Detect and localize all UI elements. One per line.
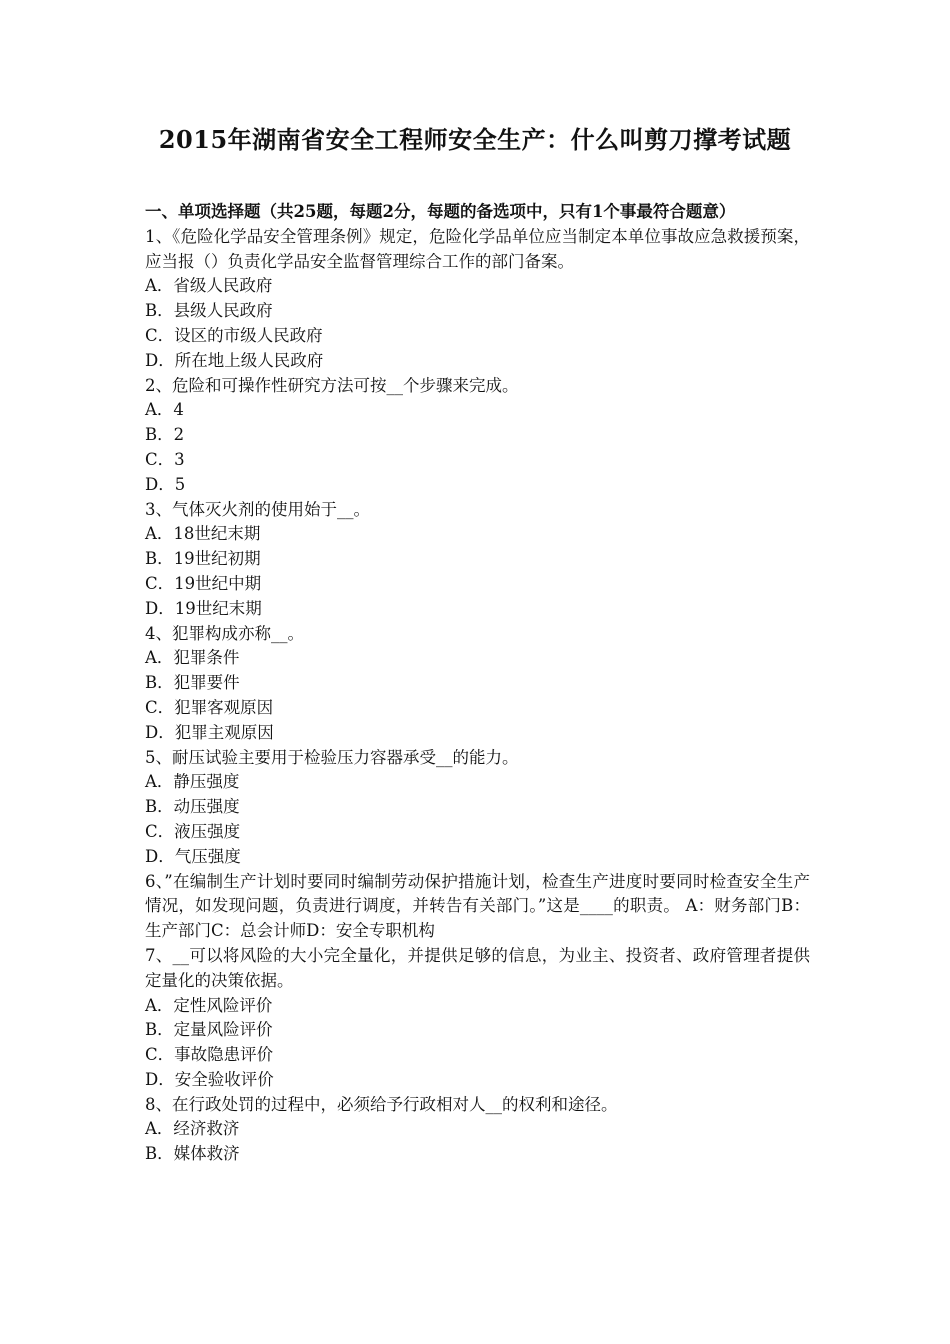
option-c: C．设区的市级人民政府: [145, 325, 323, 345]
question-stem: 4、犯罪构成亦称__。: [145, 623, 304, 643]
option-b: B．媒体救济: [145, 1144, 240, 1164]
option-c: C．液压强度: [145, 821, 241, 841]
option-d: D．犯罪主观原因: [145, 722, 274, 742]
option-d: D．5: [145, 474, 186, 494]
question-3: [145, 498, 810, 622]
question-stem: 2、危险和可操作性研究方法可按__个步骤来完成。: [145, 375, 519, 395]
question-1: [145, 225, 810, 374]
question-stem: 8、在行政处罚的过程中，必须给予行政相对人__的权利和途径。: [145, 1094, 618, 1114]
option-b: B．动压强度: [145, 797, 240, 817]
option-b: B．19世纪初期: [145, 549, 261, 569]
question-stem: 6、”在编制生产计划时要同时编制劳动保护措施计划，检查生产进度时要同时检查安全生产情况，如发现问题，负责进行调度，并转告有关部门。”这是____的职责。 A：财务部门B：生产部门C：总会计师D：安全专职机构: [145, 871, 810, 941]
option-d: D．所在地上级人民政府: [145, 350, 324, 370]
option-c: C．3: [145, 449, 185, 469]
option-b: B．定量风险评价: [145, 1020, 273, 1040]
question-stem: 3、气体灭火剂的使用始于__。: [145, 499, 370, 519]
document-title: 2015年湖南省安全工程师安全生产：什么叫剪刀撑考试题: [158, 125, 792, 154]
option-d: D．安全验收评价: [145, 1069, 274, 1089]
option-c: C．犯罪客观原因: [145, 697, 274, 717]
question-6: [145, 870, 810, 944]
question-stem: 7、__可以将风险的大小完全量化，并提供足够的信息，为业主、投资者、政府管理者提供定量化的决策依据。: [145, 945, 810, 990]
option-a: A．经济救济: [145, 1119, 240, 1139]
question-stem: 5、耐压试验主要用于检验压力容器承受__的能力。: [145, 747, 519, 767]
option-b: B．2: [145, 425, 185, 445]
question-5: [145, 746, 810, 870]
option-b: B．犯罪要件: [145, 673, 240, 693]
option-a: A．省级人民政府: [145, 276, 273, 296]
option-a: A．定性风险评价: [145, 995, 273, 1015]
option-d: D．气压强度: [145, 846, 241, 866]
option-a: A．犯罪条件: [145, 648, 240, 668]
option-a: A．4: [145, 400, 184, 420]
document-body: [145, 200, 810, 1167]
option-c: C．事故隐患评价: [145, 1045, 274, 1065]
section-heading: 一、单项选择题（共25题，每题2分，每题的备选项中，只有1个事最符合题意）: [145, 202, 736, 221]
question-2: [145, 374, 810, 498]
option-a: A．静压强度: [145, 772, 240, 792]
question-4: [145, 622, 810, 746]
option-d: D．19世纪末期: [145, 598, 262, 618]
question-8: [145, 1093, 810, 1167]
option-a: A．18世纪末期: [145, 524, 261, 544]
option-b: B．县级人民政府: [145, 301, 273, 321]
question-7: [145, 944, 810, 1093]
option-c: C．19世纪中期: [145, 573, 262, 593]
question-stem: 1、《危险化学品安全管理条例》规定，危险化学品单位应当制定本单位事故应急救援预案，应当报（）负责化学品安全监督管理综合工作的部门备案。: [145, 226, 810, 271]
